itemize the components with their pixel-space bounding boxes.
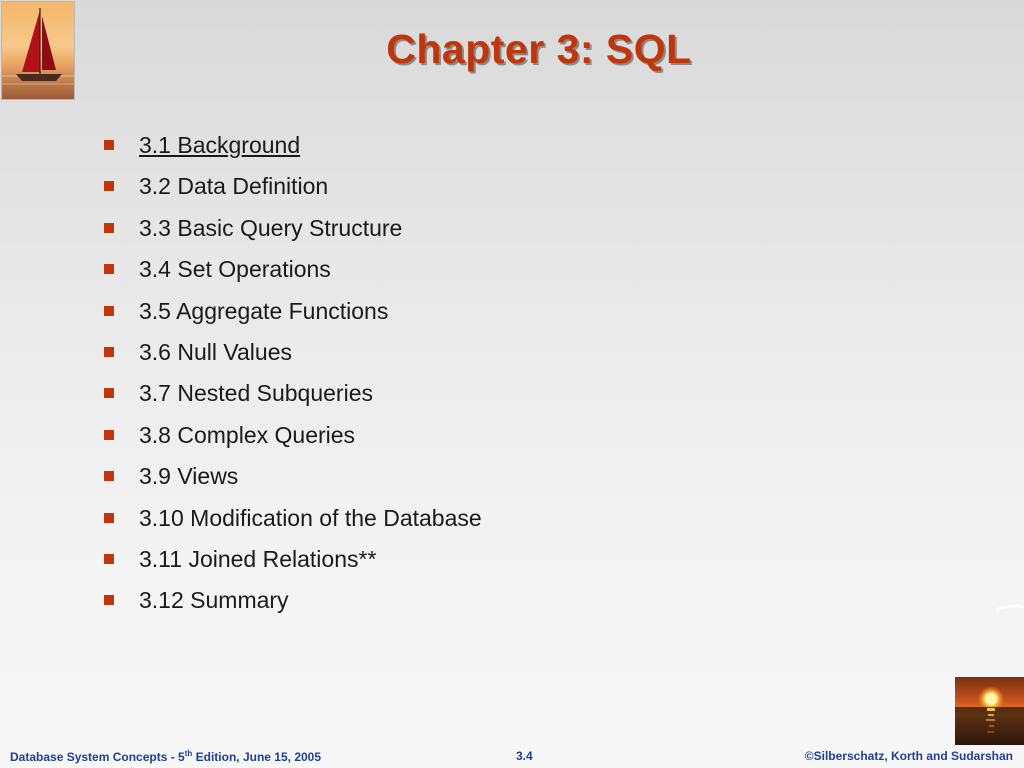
bullet-item xyxy=(104,171,482,212)
bullet-label: 3.2 Data Definition xyxy=(139,173,329,200)
bullet-item xyxy=(104,544,482,585)
bullet-item xyxy=(104,337,482,378)
bullet-item xyxy=(104,213,482,254)
bullet-item xyxy=(104,254,482,295)
bullet-square-icon xyxy=(104,223,114,233)
bullet-square-icon xyxy=(104,347,114,357)
bullet-square-icon xyxy=(104,513,114,523)
decorative-streak xyxy=(996,604,1024,614)
bullet-square-icon xyxy=(104,554,114,564)
bullet-label: 3.10 Modification of the Database xyxy=(139,504,482,531)
bullet-square-icon xyxy=(104,264,114,274)
bullet-label: 3.7 Nested Subqueries xyxy=(139,380,373,407)
bullet-label: 3.12 Summary xyxy=(139,587,289,614)
bullet-link[interactable]: 3.1 Background xyxy=(139,132,301,158)
bullet-item xyxy=(104,461,482,502)
bullet-label: 3.9 Views xyxy=(139,463,239,490)
bullet-label: 3.3 Basic Query Structure xyxy=(139,214,403,241)
bullet-square-icon xyxy=(104,181,114,191)
footer-course-info: Database System Concepts - 5th Edition, June 15, 2005 xyxy=(10,749,322,764)
footer-copyright: ©Silberschatz, Korth and Sudarshan xyxy=(804,749,1013,763)
bullet-square-icon xyxy=(104,306,114,316)
bullet-square-icon xyxy=(104,595,114,605)
bullet-label: 3.8 Complex Queries xyxy=(139,421,356,448)
bullet-item xyxy=(104,296,482,337)
bullet-square-icon xyxy=(104,430,114,440)
bullet-item xyxy=(104,420,482,461)
bullet-label: 3.11 Joined Relations** xyxy=(139,545,377,572)
slide-title: Chapter 3: SQL xyxy=(386,26,692,72)
bullet-item[interactable] xyxy=(104,130,482,171)
bullet-list xyxy=(104,130,482,627)
bullet-label: 3.5 Aggregate Functions xyxy=(139,297,389,324)
sunset-image xyxy=(955,677,1024,745)
bullet-item xyxy=(104,378,482,419)
page-number: 3.4 xyxy=(516,749,533,763)
bullet-label: 3.4 Set Operations xyxy=(139,256,331,283)
bullet-item xyxy=(104,585,482,626)
bullet-square-icon xyxy=(104,140,114,150)
slide-footer xyxy=(0,747,1024,768)
bullet-label: 3.6 Null Values xyxy=(139,338,292,365)
bullet-item xyxy=(104,503,482,544)
bullet-square-icon xyxy=(104,388,114,398)
bullet-square-icon xyxy=(104,471,114,481)
